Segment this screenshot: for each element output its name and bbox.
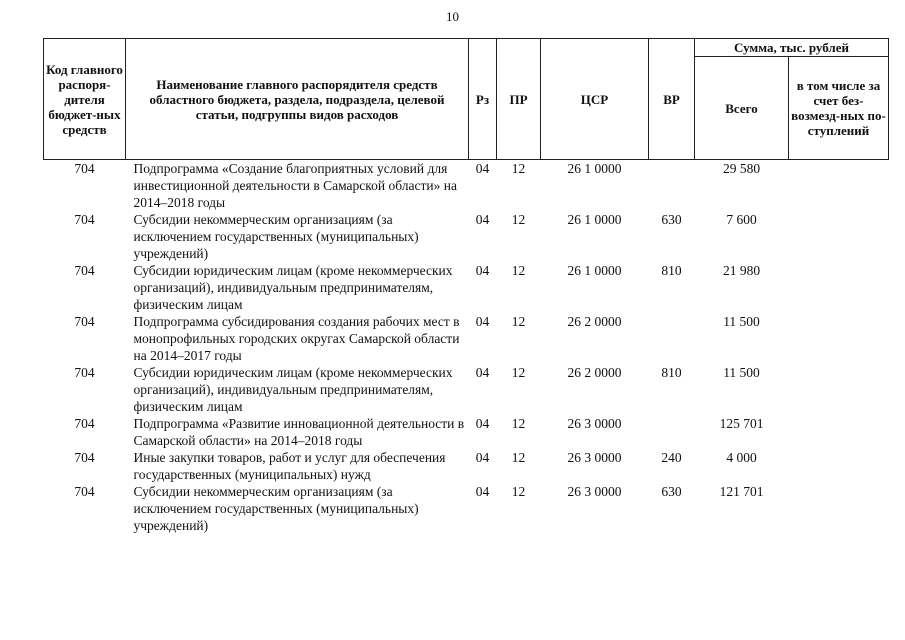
cell-rz: 04 — [475, 484, 490, 499]
cell-pr: 12 — [511, 416, 526, 431]
cell-csr: 26 1 0000 — [567, 212, 622, 227]
cell-rz: 04 — [475, 263, 490, 278]
cell-rz: 04 — [475, 314, 490, 329]
header-vr: ВР — [649, 39, 695, 160]
cell-pr: 12 — [511, 314, 526, 329]
cell-pr: 12 — [511, 212, 526, 227]
cell-csr: 26 3 0000 — [567, 484, 622, 499]
cell-code: 704 — [74, 263, 95, 278]
cell-total: 7 600 — [726, 212, 757, 227]
cell-name: Субсидии некоммерческим организациям (за исключением государственных (муниципальных) учреждений) — [133, 484, 419, 533]
cell-vr: 630 — [661, 484, 682, 499]
cell-pr: 12 — [511, 263, 526, 278]
cell-rz: 04 — [475, 161, 490, 176]
cell-vr: 810 — [661, 263, 682, 278]
cell-name: Иные закупки товаров, работ и услуг для обеспечения государственных (муниципальных) нужд — [133, 450, 446, 482]
header-rz: Рз — [469, 39, 497, 160]
cell-vr: 810 — [661, 365, 682, 380]
cell-code: 704 — [74, 365, 95, 380]
cell-free — [789, 364, 889, 415]
cell-rz: 04 — [475, 450, 490, 465]
cell-free — [789, 449, 889, 483]
table-row — [44, 313, 889, 364]
cell-pr: 12 — [511, 365, 526, 380]
header-csr: ЦСР — [541, 39, 649, 160]
header-code: Код главного распоря-дителя бюджет-ных средств — [44, 39, 126, 160]
cell-code: 704 — [74, 314, 95, 329]
cell-total: 11 500 — [723, 314, 760, 329]
cell-code: 704 — [74, 416, 95, 431]
cell-pr: 12 — [511, 450, 526, 465]
cell-name: Субсидии юридическим лицам (кроме некоммерческих организаций), индивидуальным предпринимателям, физическим лицам — [133, 263, 453, 312]
cell-name: Субсидии некоммерческим организациям (за исключением государственных (муниципальных) учреждений) — [133, 212, 419, 261]
cell-vr: 630 — [661, 212, 682, 227]
cell-free — [789, 415, 889, 449]
cell-vr — [649, 313, 695, 364]
cell-total: 11 500 — [723, 365, 760, 380]
cell-name: Подпрограмма «Развитие инновационной деятельности в Самарской области» на 2014–2018 годы — [133, 416, 465, 448]
cell-total: 29 580 — [722, 161, 761, 176]
cell-vr — [649, 160, 695, 212]
cell-csr: 26 2 0000 — [567, 365, 622, 380]
cell-free — [789, 262, 889, 313]
cell-free — [789, 211, 889, 262]
cell-code: 704 — [74, 484, 95, 499]
header-sum: Сумма, тыс. рублей — [695, 39, 889, 57]
header-free: в том числе за счет без-возмезд-ных по-ступлений — [789, 57, 889, 160]
cell-code: 704 — [74, 212, 95, 227]
table-row — [44, 262, 889, 313]
cell-total: 121 701 — [719, 484, 764, 499]
table-row — [44, 364, 889, 415]
header-pr: ПР — [497, 39, 541, 160]
cell-name: Субсидии юридическим лицам (кроме некоммерческих организаций), индивидуальным предпринимателям, физическим лицам — [133, 365, 453, 414]
cell-total: 4 000 — [726, 450, 757, 465]
table-row — [44, 211, 889, 262]
cell-pr: 12 — [511, 161, 526, 176]
page-number: 10 — [446, 9, 459, 24]
cell-name: Подпрограмма субсидирования создания рабочих мест в монопрофильных городских округах Самарской области на 2014–2017 годы — [133, 314, 460, 363]
cell-pr: 12 — [511, 484, 526, 499]
cell-csr: 26 3 0000 — [567, 416, 622, 431]
cell-csr: 26 3 0000 — [567, 450, 622, 465]
table-header — [44, 39, 889, 160]
cell-free — [789, 483, 889, 534]
cell-code: 704 — [74, 450, 95, 465]
cell-rz: 04 — [475, 416, 490, 431]
budget-table — [43, 38, 889, 534]
table-body — [44, 160, 889, 535]
header-total: Всего — [695, 57, 789, 160]
cell-name: Подпрограмма «Создание благоприятных условий для инвестиционной деятельности в Самарской области» на 2014–2018 годы — [133, 161, 457, 210]
table-row — [44, 483, 889, 534]
cell-csr: 26 2 0000 — [567, 314, 622, 329]
cell-rz: 04 — [475, 365, 490, 380]
cell-csr: 26 1 0000 — [567, 161, 622, 176]
cell-total: 125 701 — [719, 416, 764, 431]
table-row — [44, 160, 889, 212]
cell-vr: 240 — [661, 450, 682, 465]
cell-csr: 26 1 0000 — [567, 263, 622, 278]
cell-vr — [649, 415, 695, 449]
cell-free — [789, 313, 889, 364]
cell-free — [789, 160, 889, 212]
cell-total: 21 980 — [722, 263, 761, 278]
header-name: Наименование главного распорядителя средств областного бюджета, раздела, подраздела, целевой статьи, подгруппы видов расходов — [126, 39, 469, 160]
cell-code: 704 — [74, 161, 95, 176]
cell-rz: 04 — [475, 212, 490, 227]
table-row — [44, 449, 889, 483]
table-row — [44, 415, 889, 449]
